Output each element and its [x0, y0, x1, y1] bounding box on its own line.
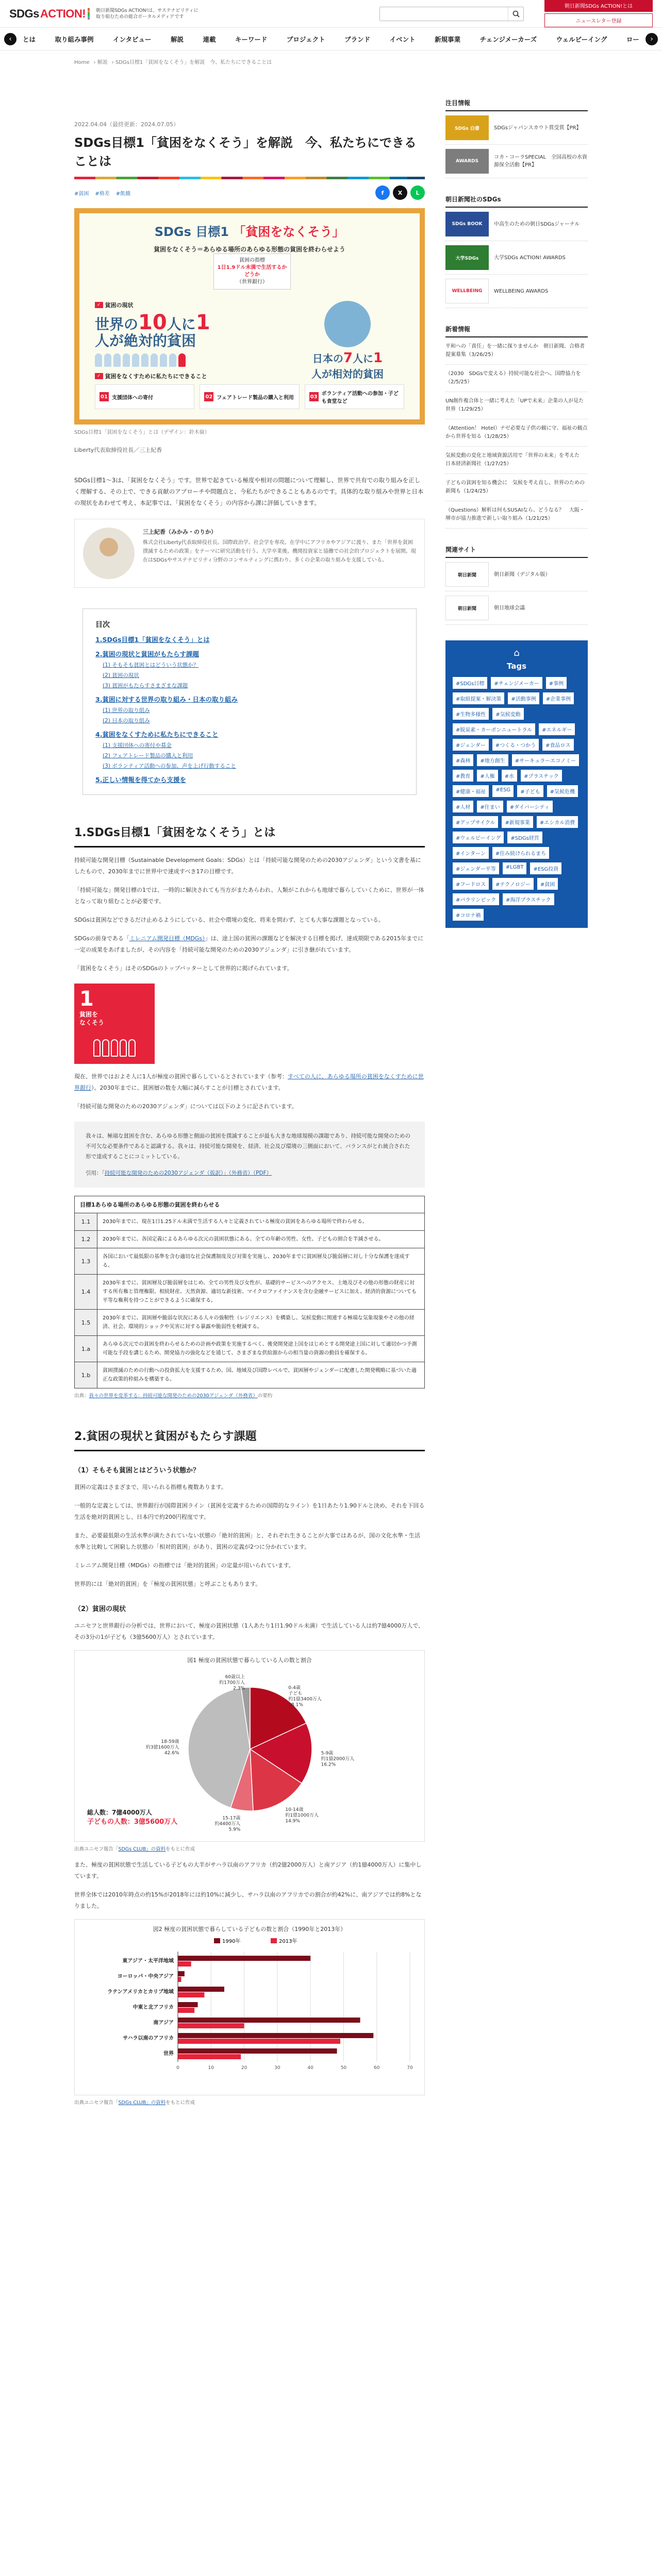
breadcrumb: Home › 解説 › SDGs目標1「貧困をなくそう」を解説 今、私たちにできることは [74, 60, 272, 65]
pie-slice-label: 0-4歳子ども約1億3400万人 18.1% [288, 1685, 322, 1708]
actions-we-can-take: ✓ 貧困をなくすために私たちにできること 01 支援団体への寄付 02 フェアトレード製品の購入と利用 03 ボランティア活動への参加・子ども食堂など [95, 372, 404, 409]
tag-chip[interactable]: #新規事業 [502, 816, 533, 828]
subsection-heading: （2）貧困の現状 [74, 1605, 126, 1613]
bar [178, 1992, 204, 1997]
table-of-contents [82, 608, 417, 795]
people-icons [95, 353, 244, 367]
paragraph: 一般的な定義としては、世界銀行が国際貧困ライン（貧困を定義するための国際的なライン）を1日あたり1.90ドルと決め、それを下回る生活を絶対的貧困とし、日本円で約200円程度です。 [74, 1502, 425, 1520]
bar [178, 2023, 244, 2028]
breadcrumb-home[interactable]: Home [74, 60, 90, 65]
paragraph: 貧困の定義はさまざまで、用いられる指標も複数あります。 [74, 1484, 227, 1490]
tag-chip[interactable]: #アップサイクル [453, 816, 498, 828]
bar [178, 2039, 340, 2044]
source-line: 出典：我々の世界を変革する：持続可能な開発のための2030アジェンダ（外務省）の要約 [74, 1393, 273, 1399]
paragraph: また、必要最低限の生活水準が満たされていない状態の「絶対的貧困」と、それぞれ生きることが大事ではあるが、国の文化水準・生活水準と比較して困窮した状態の「相対的貧困」があり、貧困の定義が2つに分かれています。 [74, 1532, 420, 1550]
logo-color-bar [88, 8, 90, 20]
tag-chip[interactable]: #エネルギー [539, 723, 575, 735]
section-heading: 2.貧困の現状と貧困がもたらす課題 [74, 1428, 425, 1451]
tag-chip[interactable]: #人権 [477, 770, 498, 782]
search-input[interactable] [380, 7, 508, 21]
bar [178, 2048, 337, 2054]
paragraph: 世界全体では2010年時点の約15%が2018年には約10%に減少し、サハラ以南のアフリカでの割合が約42%に、南アジアでは約8%となりました。 [74, 1891, 422, 1909]
tag-list [453, 677, 581, 921]
table-row: 1.1 2030年までに、現在1日1.25ドル未満で生活する人々と定義されている極度の貧困をあらゆる場所で終わらせる。 [75, 1213, 424, 1231]
toc-item[interactable]: 1.SDGs目標1「貧困をなくそう」とは [95, 636, 210, 643]
tag-chip[interactable]: #インターン [453, 847, 489, 859]
toc-subitem[interactable]: (2) 貧困の現状 [103, 672, 139, 679]
tag-link[interactable]: #格差 [95, 191, 110, 197]
newsletter-button[interactable]: ニュースレター登録 [544, 13, 653, 27]
tag-chip[interactable]: #サーキュラーエコノミー [512, 754, 579, 766]
tag-chip[interactable]: #活動事例 [508, 692, 539, 704]
pie-slice-label: 15-17歳約4400万人 5.9% [214, 1816, 241, 1833]
nav-item[interactable]: ブランド [344, 35, 371, 43]
breadcrumb-category[interactable]: 解説 [97, 60, 108, 65]
pie-chart-box [74, 1650, 425, 1842]
mdgs-link[interactable]: ミレニアム開発目標（MDGs） [129, 935, 205, 942]
nav-item[interactable]: ロー [626, 35, 639, 43]
nav-item[interactable]: イベント [389, 35, 416, 43]
blockquote: 我々は、極端な貧困を含む、あらゆる形態と側面の貧困を撲滅することが最も大きな地球規模の課題であり、持続可能な開発のための不可欠な必要条件であると認識する。我々は、持続可能な開発を、経済、社会及び環境の三側面において、バランスがとれ統合された形で達成することにコミットしている。 引用：「持続可能な開発のための2030アジェンダ（仮訳）」（外務省）（PDF） [74, 1122, 425, 1188]
table-row: 1.5 2030年までに、貧困層や脆弱な状況にある人々の強靭性（レジリエンス）を構築し、気候変動に関連する極端な気象現象やその他の経済、社会、環境的ショックや災害に対する暴露や脆弱性を軽減する。 [75, 1310, 424, 1336]
sdg-color-strip [74, 177, 425, 179]
globe-icon [324, 301, 371, 347]
pie-annotation: 総人数：7億4000万人 [87, 1809, 152, 1816]
category-label: 南アジア [153, 2020, 174, 2026]
thumbnail: 朝日新聞 [445, 562, 489, 587]
category-label: 中東と北アフリカ [133, 2005, 174, 2010]
logo-accent: ACTION! [40, 7, 86, 20]
tag-chip[interactable]: #SDGs経営 [507, 832, 542, 843]
pie-slice-label: 60歳以上約1700万人 2.3% [219, 1674, 245, 1691]
nav-item[interactable]: 解説 [170, 35, 184, 43]
sidebar-item[interactable]: AWARDS コカ・コーラSPECIAL 全国高校の水資源保全活動【PR】 [445, 145, 588, 178]
sidebar-item[interactable]: SDGs 白書 SDGsジャパンスカウト賞受賞【PR】 [445, 111, 588, 145]
nav-item[interactable]: インタビュー [112, 35, 152, 43]
pie-chart [80, 1664, 420, 1834]
nav-item[interactable]: キーワード [235, 35, 268, 43]
site-tagline: 朝日新聞SDGs ACTION!は、サステナビリティに取り組むための総合ポータルメディアです [96, 8, 198, 20]
chevron-left-icon[interactable]: ‹ [4, 33, 16, 45]
tag-chip[interactable]: #フードロス [453, 878, 489, 890]
tag-chip[interactable]: #脱炭素・カーボンニュートラル [453, 723, 535, 735]
toc-subitem[interactable]: (3) ボランティア活動への参加、声を上げ行動すること [103, 763, 236, 769]
toc-subitem[interactable]: (1) そもそも貧困とはどういう状態か？ [103, 662, 199, 668]
table-row: 1.a あらゆる次元での貧困を終わらせるための計画や政策を実施するべく、後発開発途上国をはじめとする開発途上国に対して適切かつ予測可能な手段を講じるため、開発協力の強化などを通じて、さまざまな供給源からの相当量の資源の動員を確保する。 [75, 1336, 424, 1362]
sidebar-item[interactable]: 朝日新聞 朝日新聞（デジタル版） [445, 558, 588, 591]
nav-item[interactable]: ウェルビーイング [556, 35, 607, 43]
hero-subtitle: 貧困をなくそう＝あらゆる場所のあらゆる形態の貧困を終わらせよう [154, 246, 345, 253]
latest-item[interactable]: 子どもの貧困を知る機会に 気候を考え直し、世界のための新聞も（1/24/25） [445, 474, 588, 501]
author-bio: 株式会社Liberty代表取締役社長。国際政治学、社会学を専攻。在学中にアフリカやアジアに渡り、また「世界を貧困撲滅するための政策」をテーマに研究活動を行う。大学卒業後、機関投資家と協働での社会的プロジェクトを展開。現在はSDGsやサステナビリティ分野のコンサルティングに携わり、多くの企業の取り組みを支援している。 [143, 540, 416, 563]
nav-item[interactable]: 連載 [203, 35, 216, 43]
tag-chip[interactable]: #ウェルビーイング [453, 832, 504, 843]
bar [178, 2018, 360, 2023]
x-tick-label: 70 [407, 2065, 413, 2071]
paragraph: また、極度の貧困状態で生活している子どもの大半がサハラ以南のアフリカ（約2億2000万人）と南アジア（約1億4000万人）に集中しています。 [74, 1861, 422, 1879]
article-tags [74, 185, 425, 200]
x-icon[interactable]: X [393, 185, 407, 200]
bar-chart-title: 図2 極度の貧困状態で暮らしている子どもの数と割合（1990年と2013年） [153, 1926, 346, 1933]
tag-chip[interactable]: #気候変動 [492, 708, 523, 720]
sidebar-item[interactable]: WELLBEING WELLBEING AWARDS [445, 275, 588, 308]
thumbnail: WELLBEING [445, 279, 489, 303]
tag-chip[interactable]: #事例 [546, 677, 567, 689]
tag-chip[interactable]: #気候危機 [547, 785, 578, 797]
chevron-right-icon[interactable]: › [646, 33, 658, 45]
tag-chip[interactable]: #パラリンピック [453, 893, 499, 905]
bar [178, 1961, 191, 1967]
pie-annotation: 子どもの人数：3億5600万人 [87, 1818, 178, 1826]
tag-chip[interactable]: #人材 [453, 801, 473, 812]
world-bank-link[interactable]: すべての人に、あらゆる場所の貧困をなくすために世界銀行 [74, 1073, 424, 1091]
nav-item[interactable]: 取り組み事例 [55, 35, 94, 43]
latest-item[interactable]: UN創作複合体と一緒に考えた「UPで未来」企業の人が見た世界（1/29/25） [445, 392, 588, 419]
latest-item[interactable]: （Attention！ Hotel）ナゼ必要な子供の観に守、福祉の観点から世界を知る（1/28/25） [445, 419, 588, 447]
tag-chip[interactable]: #チェンジメーカー [491, 677, 542, 689]
action-card: 02 フェアトレード製品の購入と利用 [200, 384, 299, 409]
line-icon[interactable]: L [410, 185, 425, 200]
thumbnail: 大学SDGs [445, 245, 489, 270]
source-line: 出典ユニセフ報告「SDGs CLUB」の資料をもとに作成 [74, 2100, 195, 2106]
search-box [379, 7, 524, 21]
toc-subitem[interactable]: (2) 日本の取り組み [103, 718, 150, 724]
tag-chip[interactable]: #プラスチック [521, 770, 562, 782]
hero-caption: SDGs目標1「貧困をなくそう」とは（デザイン：鈴木倫） [74, 430, 210, 435]
tag-icon: ⌂ [514, 648, 520, 658]
section-heading: 1.SDGs目標1「貧困をなくそう」とは [74, 824, 425, 848]
tag-chip[interactable]: #テクノロジー [492, 878, 534, 890]
nav-item[interactable]: プロジェクト [286, 35, 325, 43]
tag-cloud [445, 640, 588, 928]
site-header [0, 0, 662, 28]
paragraph: ユニセフと世界銀行の分析では、世界において、極度の貧困状態（1人あたり1日1.90ドル未満）で生活している人は約7億4000万人で、その3分の1が子ども（3億5600万人）とされています。 [74, 1622, 424, 1640]
sidebar-heading: 朝日新聞社のSDGs [445, 195, 588, 208]
tag-chip[interactable]: #健康・福祉 [453, 785, 489, 797]
facebook-icon[interactable]: f [375, 185, 390, 200]
tag-chip[interactable]: #子ども [517, 785, 543, 797]
paragraph: 世界的には「絶対的貧困」を「極度の貧困状態」と呼ぶこともあります。 [74, 1581, 261, 1587]
legend-label: 1990年 [222, 1939, 241, 1944]
breadcrumb-current: SDGs目標1「貧困をなくそう」を解説 今、私たちにできることは [115, 60, 272, 65]
tag-chip[interactable]: #ジェンダー [453, 739, 489, 751]
nav-items [16, 35, 646, 44]
nav-item[interactable]: 新規事業 [435, 35, 461, 43]
avatar [83, 528, 135, 579]
category-label: 東アジア・太平洋地域 [122, 1958, 174, 1964]
toc-title: 目次 [95, 621, 110, 629]
paragraph: 「貧困をなくそう」はそのSDGsのトップバッターとして世界的に掲げられています。 [74, 965, 293, 972]
tag-chip[interactable]: #LGBT [503, 862, 527, 874]
category-label: 世界 [163, 2051, 174, 2057]
sidebar [445, 73, 588, 2106]
tag-chip[interactable]: #住み続けられるまち [492, 847, 549, 859]
thumbnail: AWARDS [445, 149, 489, 174]
latest-item[interactable]: （Questions）解析は何もSUSAIなら、どうなる？ 大阪・堺市が協力推進で新しい取り組み（1/21/25） [445, 501, 588, 529]
legend-swatch [271, 1938, 277, 1943]
subsection-heading: （1）そもそも貧困とはどういう状態か？ [74, 1467, 200, 1475]
world-poverty-stat: ✓ 貧困の現状 世界の10人に1 人が絶対的貧困 [95, 301, 244, 367]
pie-slice-label: 5-9歳約1億2000万人 16.2% [321, 1751, 355, 1768]
x-tick-label: 0 [176, 2065, 179, 2071]
page-title: SDGs目標1「貧困をなくそう」を解説 今、私たちにできることは [74, 135, 417, 168]
latest-item[interactable]: 気候変動の変化と地域資源活用で「世界の未来」を考えた 日本経済新聞社（1/27/25） [445, 447, 588, 474]
tag-chip[interactable]: #SDGs目標 [453, 677, 487, 689]
tag-chip[interactable]: #取組提案・解決策 [453, 692, 504, 704]
tag-chip[interactable]: #地方創生 [477, 754, 508, 766]
toc-item[interactable]: 5.正しい情報を得てから支援を [95, 776, 186, 784]
table-row: 1.b 貧困撲滅のための行動への投資拡大を支援するため、国、地域及び国際レベルで、貧困層やジェンダーに配慮した開発戦略に基づいた適正な政策的枠組みを構築する。 [75, 1362, 424, 1388]
toc-item[interactable]: 3.貧困に対する世界の取り組み・日本の取り組み [95, 696, 238, 703]
thumbnail: SDGs BOOK [445, 212, 489, 236]
toc-subitem[interactable]: (1) 世界の取り組み [103, 707, 150, 714]
sidebar-heading: 新着情報 [445, 325, 588, 337]
japan-poverty-stat: 日本の7人に1 人が相対的貧困 [291, 301, 404, 381]
action-card: 03 ボランティア活動への参加・子ども食堂など [305, 384, 404, 409]
sidebar-item[interactable]: SDGs BOOK 中高生のための朝日SDGsジャーナル [445, 208, 588, 241]
tag-chip[interactable]: #生物多様性 [453, 708, 489, 720]
bar [178, 1987, 224, 1992]
tags-title: Tags [506, 662, 527, 671]
sidebar-item[interactable]: 朝日新聞 朝日地球会議 [445, 591, 588, 625]
paragraph: ミレニアム開発目標（MDGs）の指標では「絶対的貧困」の定量が用いられています。 [74, 1562, 294, 1569]
global-nav [0, 28, 662, 50]
about-button[interactable]: 朝日新聞SDGs ACTION!とは [544, 0, 653, 12]
latest-item[interactable]: （2030 SDGsで変える）持続可能な社会へ、国際協力を（2/5/25） [445, 365, 588, 392]
bar [178, 2002, 198, 2007]
toc-item[interactable]: 2.貧困の現状と貧困がもたらす課題 [95, 650, 199, 658]
tag-chip[interactable]: #教育 [453, 770, 473, 782]
thumbnail: SDGs 白書 [445, 115, 489, 140]
x-tick-label: 30 [274, 2065, 280, 2071]
bar [178, 2008, 194, 2013]
x-tick-label: 50 [340, 2065, 347, 2071]
x-tick-label: 40 [307, 2065, 313, 2071]
paragraph: SDGsは貧困などできるだけ止めるようにしている、社会や環境の変化、将来を問わず、とても大事な課題となっている。 [74, 917, 384, 923]
tag-chip[interactable]: #海洋プラスチック [503, 893, 554, 905]
bar [178, 2033, 373, 2038]
paragraph: 「持続可能な」開発目標の1では、一時的に解決されても当方がまたあらわれ、人類がこれからも地球で暮らしていくために、世界が一体となって取り組むことが必要です。 [74, 887, 424, 905]
bar [178, 1977, 181, 1982]
pie-slice-label: 10-14歳約1億1000万人 14.9% [285, 1807, 319, 1824]
logo-main: SDGs [9, 7, 39, 20]
latest-item[interactable]: 平和への「責任」を一緒に探りませんか 朝日新聞、合格者提案募集（3/26/25） [445, 337, 588, 365]
sidebar-item[interactable]: 大学SDGs 大学SDGs ACTION! AWARDS [445, 241, 588, 275]
legend-swatch [214, 1938, 220, 1943]
author-line: Liberty代表取締役社長／三上紀香 [74, 447, 162, 453]
author-name: 三上紀香（みかみ・のりか） [143, 529, 217, 535]
tag-chip[interactable]: #ESG投資 [530, 862, 561, 874]
x-tick-label: 10 [208, 2065, 214, 2071]
nav-item[interactable]: チェンジメーカーズ [479, 35, 537, 43]
pie-chart-title: 図1 極度の貧困状態で暮らしている人の数と割合 [187, 1657, 312, 1664]
tag-chip[interactable]: #ジェンダー平等 [453, 862, 499, 874]
bar [178, 1971, 185, 1976]
tag-chip[interactable]: #企業事例 [543, 692, 574, 704]
table-row: 1.2 2030年までに、各国定義によるあらゆる次元の貧困状態にある、全ての年齢の男性、女性、子どもの割合を半減させる。 [75, 1231, 424, 1248]
tag-chip[interactable]: #森林 [453, 754, 473, 766]
x-tick-label: 60 [373, 2065, 380, 2071]
paragraph: 現在、世界ではおよそ人に1人が極度の貧困で暮らしているとされています（参考：すべての人に、あらゆる場所の貧困をなくすために世界銀行）。2030年までに、貧困層の数を大幅に減らすことが目標とされています。 [74, 1073, 424, 1091]
thumbnail: 朝日新聞 [445, 596, 489, 620]
category-label: ラテンアメリカとカリブ地域 [107, 1989, 174, 1995]
tag-chip[interactable]: #エシカル消費 [537, 816, 578, 828]
source-link[interactable]: SDGs CLUB」の資料 [118, 1846, 166, 1852]
toc-item[interactable]: 4.貧困をなくすために私たちにできること [95, 731, 219, 738]
sidebar-heading: 注目情報 [445, 98, 588, 111]
check-icon: ✓ [95, 302, 103, 308]
check-icon: ✓ [95, 373, 103, 379]
sdg-goal1-icon: 1 貧困を なくそう [74, 984, 155, 1064]
tag-link[interactable]: #飢餓 [115, 191, 131, 197]
tag-chip[interactable]: #つくる・つかう [492, 739, 539, 751]
paragraph: 持続可能な開発目標（Sustainable Development Goals：SDGs）とは「持続可能な開発のための2030アジェンダ」という文書を基にしたもので、2030年までに世界中で達成すべき17の目標です。 [74, 857, 421, 875]
pie-slice-label: 18-59歳約3億1600万人 42.6% [145, 1739, 179, 1756]
tag-link[interactable]: #貧困 [74, 191, 89, 197]
tag-chip[interactable]: #コロナ禍 [453, 909, 484, 921]
lead-paragraph: SDGs目標1〜3は、「貧困をなくそう」です。世界で起きている極度や相対の問題について理解し、世界で共有での取り組みを正しく理解する、その上で、できる貢献のアプローチや問題点と、今私たちができることもあるのです。具体的な取り組みや世界と日本の現状をあわせて考え、本記事では、「貧困をなくそう」の内容から課に評価していきます。 [74, 477, 424, 506]
table-row: 1.4 2030年までに、貧困層及び脆弱層をはじめ、全ての男性及び女性が、基礎的サービスへのアクセス、土地及びその他の形態の財産に対する所有権と管理権限、相続財産、天然資源、適切な新技術、マイクロファイナンスを含む金融サービスに加え、経済的資源についても平等な権利を持つことができるように確保する。 [75, 1275, 424, 1310]
bar-chart [80, 1933, 420, 2088]
sidebar-heading: 関連サイト [445, 545, 588, 558]
poverty-indicator-box: 貧困の指標 1日1.9ドル未満で生活するかどうか （世界銀行） [213, 253, 291, 290]
article-date: 2022.04.04（最終更新：2024.07.05） [74, 121, 179, 128]
bar [178, 2054, 241, 2059]
action-card: 01 支援団体への寄付 [95, 384, 194, 409]
toc-subitem[interactable]: (3) 貧困がもたらすさまざまな課題 [103, 683, 188, 689]
paragraph: SDGsの前身である「ミレニアム開発目標（MDGs）」は、途上国の貧困の課題などを解決する目標を掲げ、達成期限である2015年までに一定の成果をあげましたが、その内容を「持続可能な開発のための2030アジェンダ」に引き継がれています。 [74, 935, 424, 953]
toc-subitem[interactable]: (1) 支援団体への寄付や募金 [103, 742, 172, 749]
author-profile [74, 519, 425, 588]
hero-title: SDGs 目標1 「貧困をなくそう」 [154, 225, 345, 239]
header-buttons [544, 0, 653, 29]
source-line: 出典ユニセフ報告「SDGs CLUB」の資料をもとに作成 [74, 1846, 195, 1852]
site-logo[interactable] [9, 7, 90, 21]
source-link[interactable]: 我々の世界を変革する：持続可能な開発のための2030アジェンダ（外務省） [89, 1393, 258, 1399]
search-icon[interactable] [508, 7, 523, 21]
share-buttons [375, 185, 425, 200]
tag-chip[interactable]: #ESG [492, 785, 514, 797]
category-label: ヨーロッパ・中央アジア [117, 1974, 174, 1979]
tag-chip[interactable]: #貧困 [537, 878, 558, 890]
tag-chip[interactable]: #住まい [477, 801, 503, 812]
category-label: サハラ以南のアフリカ [123, 2036, 174, 2041]
paragraph: 「持続可能な開発のための2030アジェンダ」については以下のように記されています。 [74, 1103, 297, 1110]
targets-table-header: 目標1あらゆる場所のあらゆる形態の貧困を終わらせる [75, 1196, 424, 1213]
x-tick-label: 20 [241, 2065, 247, 2071]
bar-chart-box [74, 1919, 425, 2095]
hero-infographic [74, 208, 425, 425]
nav-item[interactable]: とは [23, 35, 36, 43]
source-link[interactable]: SDGs CLUB」の資料 [118, 2100, 166, 2106]
tag-chip[interactable]: #水 [502, 770, 517, 782]
legend-label: 2013年 [279, 1939, 297, 1944]
tag-chip[interactable]: #ダイバーシティ [507, 801, 553, 812]
tag-chip[interactable]: #食品ロス [542, 739, 573, 751]
agenda-pdf-link[interactable]: 持続可能な開発のための2030アジェンダ（仮訳）」（外務省）（PDF） [104, 1170, 272, 1176]
bar [178, 1956, 310, 1961]
article [74, 73, 425, 2106]
toc-subitem[interactable]: (2) フェアトレード製品の購入と利用 [103, 753, 193, 759]
targets-table [74, 1196, 425, 1388]
table-row: 1.3 各国において最低限の基準を含む適切な社会保護制度及び対策を実施し、2030年までに貧困層及び脆弱層に対し十分な保護を達成する。 [75, 1248, 424, 1275]
